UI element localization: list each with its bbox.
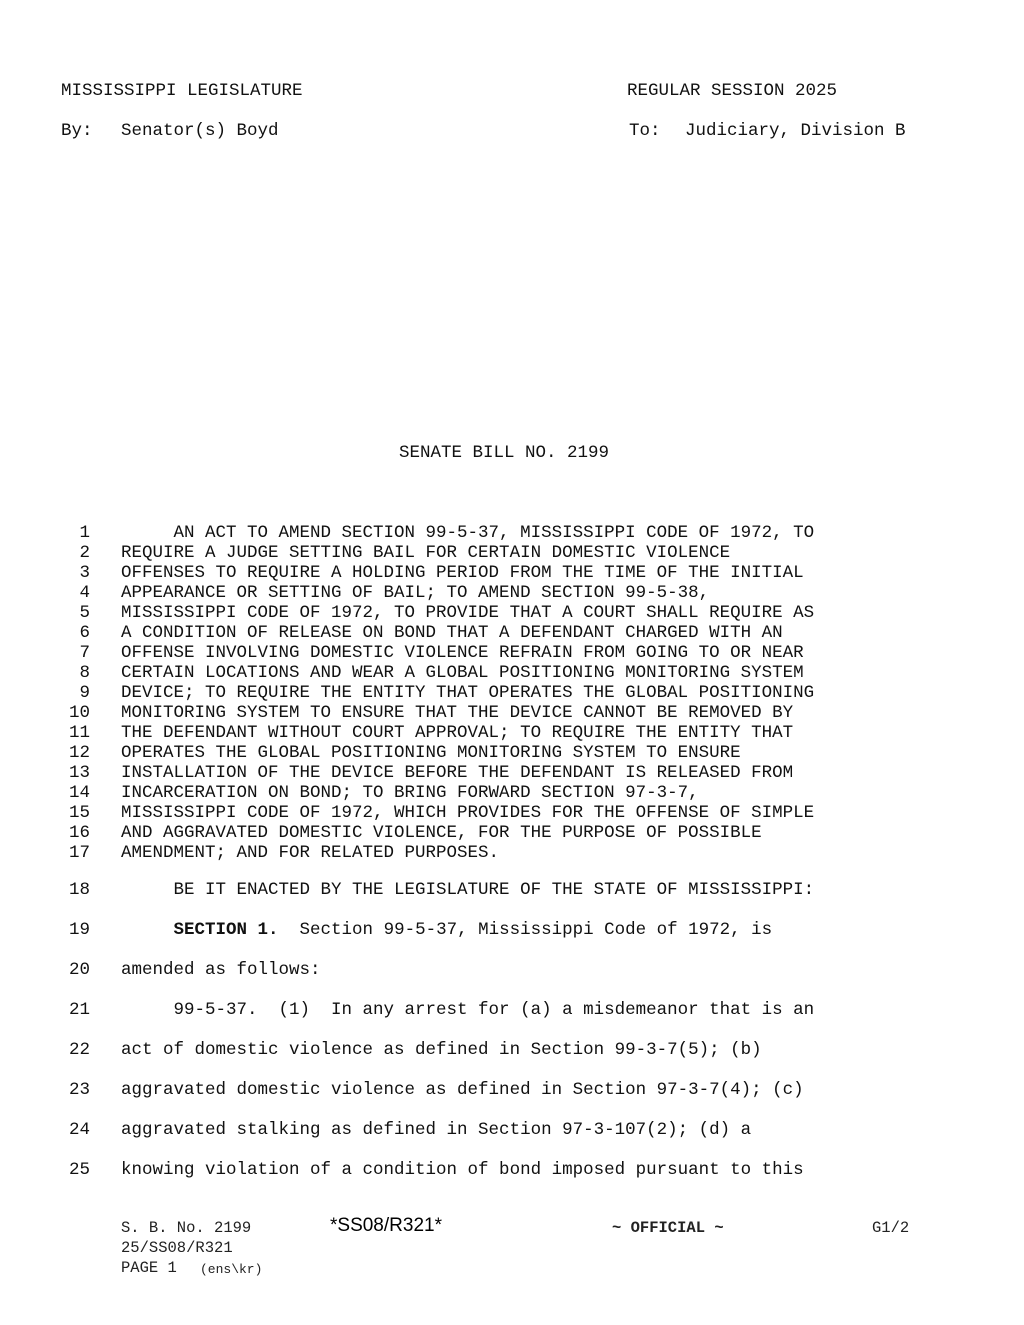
bill-line: amended as follows:: [121, 960, 321, 980]
official-mark: ~ OFFICIAL ~: [612, 1219, 724, 1237]
document-id: 25/SS08/R321: [121, 1239, 233, 1257]
line-number: 13: [68, 763, 90, 783]
bill-line: INCARCERATION ON BOND; TO BRING FORWARD SECTION 97-3-7,: [121, 783, 699, 803]
bill-line: MISSISSIPPI CODE OF 1972, TO PROVIDE THAT A COURT SHALL REQUIRE AS: [121, 603, 815, 623]
line-number: 21: [68, 1000, 90, 1020]
line-number: 7: [79, 643, 90, 663]
bill-line: act of domestic violence as defined in Section 99-3-7(5); (b): [121, 1040, 762, 1060]
bill-title: SENATE BILL NO. 2199: [399, 443, 610, 463]
line-number: 2: [79, 543, 90, 563]
bill-line: OFFENSES TO REQUIRE A HOLDING PERIOD FROM THE TIME OF THE INITIAL: [121, 563, 804, 583]
section-heading: SECTION 1.: [173, 920, 279, 940]
bill-line: OPERATES THE GLOBAL POSITIONING MONITORING SYSTEM TO ENSURE: [121, 743, 741, 763]
line-number: 8: [79, 663, 90, 683]
line-number: 25: [68, 1160, 90, 1180]
bill-line: 99-5-37. (1) In any arrest for (a) a misdemeanor that is an: [121, 1000, 815, 1020]
line-number: 4: [79, 583, 90, 603]
line-text: Section 99-5-37, Mississippi Code of 1972, is: [278, 920, 773, 940]
line-number: 6: [79, 623, 90, 643]
sponsor-name: Senator(s) Boyd: [121, 121, 279, 141]
line-number: 16: [68, 823, 90, 843]
line-number: 24: [68, 1120, 90, 1140]
line-number: 3: [79, 563, 90, 583]
bill-line: AMENDMENT; AND FOR RELATED PURPOSES.: [121, 843, 500, 863]
bill-line: AN ACT TO AMEND SECTION 99-5-37, MISSISSIPPI CODE OF 1972, TO: [121, 523, 815, 543]
bill-line: THE DEFENDANT WITHOUT COURT APPROVAL; TO REQUIRE THE ENTITY THAT: [121, 723, 794, 743]
version-label: G1/2: [872, 1219, 910, 1237]
bill-line: DEVICE; TO REQUIRE THE ENTITY THAT OPERATES THE GLOBAL POSITIONING: [121, 683, 815, 703]
bill-reference: S. B. No. 2199: [121, 1219, 252, 1237]
line-number: 14: [68, 783, 90, 803]
bill-line: knowing violation of a condition of bond imposed pursuant to this: [121, 1160, 804, 1180]
bill-line: INSTALLATION OF THE DEVICE BEFORE THE DEFENDANT IS RELEASED FROM: [121, 763, 794, 783]
drafter-initials: (ens\kr): [200, 1262, 263, 1277]
bill-line: BE IT ENACTED BY THE LEGISLATURE OF THE STATE OF MISSISSIPPI:: [121, 880, 815, 900]
line-number: 1: [79, 523, 90, 543]
bill-line: MONITORING SYSTEM TO ENSURE THAT THE DEVICE CANNOT BE REMOVED BY: [121, 703, 794, 723]
by-label: By:: [61, 121, 93, 141]
line-number: 12: [68, 743, 90, 763]
line-number: 5: [79, 603, 90, 623]
bill-line: MISSISSIPPI CODE OF 1972, WHICH PROVIDES FOR THE OFFENSE OF SIMPLE: [121, 803, 815, 823]
line-number: 9: [79, 683, 90, 703]
line-number: 17: [68, 843, 90, 863]
bill-line: APPEARANCE OR SETTING OF BAIL; TO AMEND SECTION 99-5-38,: [121, 583, 710, 603]
bill-line: A CONDITION OF RELEASE ON BOND THAT A DEFENDANT CHARGED WITH AN: [121, 623, 783, 643]
committee-name: Judiciary, Division B: [685, 121, 906, 141]
bill-line: aggravated stalking as defined in Section 97-3-107(2); (d) a: [121, 1120, 752, 1140]
bill-code-stamp: *SS08/R321*: [330, 1215, 442, 1236]
bill-line: OFFENSE INVOLVING DOMESTIC VIOLENCE REFRAIN FROM GOING TO OR NEAR: [121, 643, 804, 663]
bill-line: CERTAIN LOCATIONS AND WEAR A GLOBAL POSITIONING MONITORING SYSTEM: [121, 663, 804, 683]
line-number: 22: [68, 1040, 90, 1060]
line-number: 10: [68, 703, 90, 723]
legislature-name: MISSISSIPPI LEGISLATURE: [61, 81, 303, 101]
line-number: 20: [68, 960, 90, 980]
line-number: 18: [68, 880, 90, 900]
line-number: 19: [68, 920, 90, 940]
to-label: To:: [629, 121, 661, 141]
bill-line: REQUIRE A JUDGE SETTING BAIL FOR CERTAIN DOMESTIC VIOLENCE: [121, 543, 731, 563]
line-number: 11: [68, 723, 90, 743]
line-number: 15: [68, 803, 90, 823]
page-number: PAGE 1: [121, 1259, 177, 1277]
line-number: 23: [68, 1080, 90, 1100]
bill-line: aggravated domestic violence as defined in Section 97-3-7(4); (c): [121, 1080, 804, 1100]
bill-line: AND AGGRAVATED DOMESTIC VIOLENCE, FOR THE PURPOSE OF POSSIBLE: [121, 823, 762, 843]
session-label: REGULAR SESSION 2025: [627, 81, 838, 101]
bill-line: [121, 920, 772, 940]
